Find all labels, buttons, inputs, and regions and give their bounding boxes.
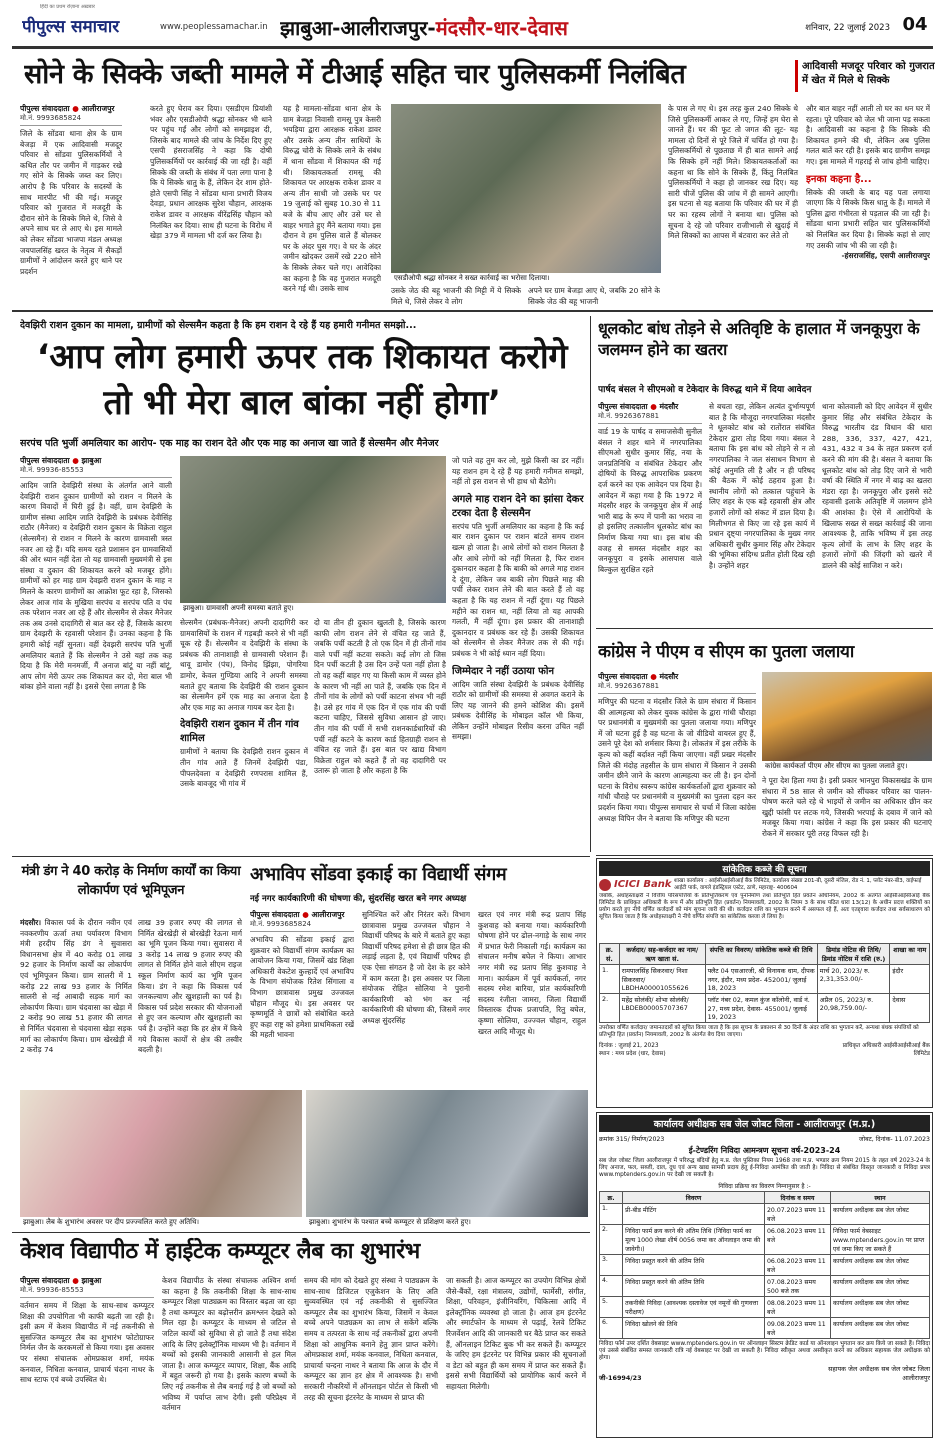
story2-deck: सरपंच पति भुर्जी अमलियार का आरोप- एक माह का राशन देते और एक माह का अनाज खा जाते हैं सेल्समैन और मैनेजर bbox=[20, 438, 439, 449]
tender-cell: 07.08.2023 समय 500 बजे तक bbox=[764, 1275, 830, 1296]
story4-tel: मो.नं. 9926367881 bbox=[598, 682, 756, 694]
tender-cell: 06.08.2023 समय 11 बजे bbox=[764, 1254, 830, 1275]
tender-cell: निविदा खोलने की तिथि bbox=[623, 1317, 765, 1338]
story2-sub2: अगले माह राशन देने का झांसा देकर टरका देता है सेल्समैन bbox=[452, 493, 584, 519]
tender-footer: निविदा फॉर्म उपर दर्शित वेबसाइट www.mptenders.gov.in पर ऑनलाइन सिस्टम क्रेडिट कार्ड या ऑनलाइन भुगतान कर क्रय किये जा सकते हैं। निविदा एवं उससे संबंधित समस्त जानकारी रात्रि नई वेबसाइट पर देखी जा सकती है। निविदा स्वीकृत अथवा अस्वीकृत करने का अधिकार सहायक जेल अधीक्षक को होगा। bbox=[599, 1340, 930, 1362]
story1-subhead: इनका कहना है... bbox=[806, 173, 872, 185]
story1-text-col8: और बात बाहर नहीं आती तो घर का धन घर में रहता। पूरे परिवार को जेल भी जाना पड़ सकता है। आदिवासी का कहना है कि सिक्के की शिकायत हमने की थी, लेकिन अब पुलिस गलत बातें कर रही है। इसके बाद ग्रामीण समझ गए। इस मामले में गहराई से जांच होनी चाहिए। bbox=[806, 104, 930, 166]
issue-date: शनिवार, 22 जुलाई 2023 bbox=[805, 23, 890, 33]
table-row bbox=[600, 994, 930, 1023]
story7-place: झाबुआ bbox=[81, 1276, 102, 1285]
story2-place: झाबुआ bbox=[81, 456, 102, 465]
story1-rule bbox=[12, 310, 933, 312]
story1-byline: पीपुल्स संवाददाता bbox=[20, 104, 70, 113]
story4-col1: पीपुल्स संवाददाता ● मंदसौर मो.नं. 9926367881 मणिपुर की घटना व मंदसौर जिले के ग्राम संधारा में किसान की आत्महत्या को लेकर युवक कांग्रेस के द्वारा गांधी चौराहा पर प्रधानमंत्री व मुख्यमंत्री का पुतला जलाया गया। मणिपुर में जो घटना हुई है वह घटना के जो वीडियो वायरल हुए हैं, उसने पूरे देश को शर्मसार किया है। लोकतंत्र में इस तरीके के कृत्य को कहीं बर्दाश्त नहीं किया जाएगा। वहीं प्रखर मंदसौर जिले की मंदोह तहसील के ग्राम संधारा में किसान ने उसकी जमीन छीने जाने के कारण आत्महत्या कर ली है। इन दोनों घटना के विरोध स्वरूप कांग्रेस कार्यकर्ताओं द्वारा शुक्रवार को गांधी चौराहे पर प्रधानमंत्री व मुख्यमंत्री का पुतला दहन कर प्रदर्शन किया गया। पीपुल्स समाचार से चर्चा में जिला कांग्रेस अध्यक्ष विपिन जैन ने बताया कि मणिपुर की घटना bbox=[598, 672, 756, 823]
story1-text-col6: अपने घर ग्राम बेजड़ा आए थे, जबकि 20 सोने के सिक्के जेठ की बहू भाजनी bbox=[528, 286, 660, 306]
tender-cell: कार्यालय अधीक्षक सब जेल जोबट bbox=[830, 1317, 929, 1338]
story4-rule bbox=[596, 855, 933, 856]
tender-cell: 5. bbox=[600, 1296, 623, 1317]
edition-title bbox=[280, 14, 700, 42]
tender-th: स्थान bbox=[830, 1191, 929, 1203]
newspaper-logo: पीपुल्स समाचार bbox=[22, 17, 120, 37]
tender-cell: कार्यालय अधीक्षक सब जेल जोबट bbox=[830, 1203, 929, 1224]
masthead bbox=[0, 0, 945, 52]
story3-byline: पीपुल्स संवाददाता bbox=[598, 402, 648, 411]
story6-photo-caption: झाबुआ। शुभारंभ के पश्चात बच्चे कम्प्यूटर से प्रशिक्षण करते हुए। bbox=[306, 1217, 588, 1228]
story2-text-col1: आदिम जाति देवझिरी संस्था के अंतर्गत आने वाली देवझिरी राशन दुकान ग्रामीणों को राशन न मिलने के कारण विवादों में घिरी हुई है। वहीं, ग्राम देवझिरी के ग्रामीण संस्था आदिम जाति देवझिरी के प्रबंधक देवीसिंह राठौर (मैनेजर) व देवझिरी राशन दुकान के विक्रेता राहुल (सेल्समैन) से राशन न मिलने के कारण ग्रामवासी त्रस्त नजर आ रहे हैं। यदि समय रहते प्रशासन इन ग्रामवासियों की ओर ध्यान नहीं देता तो यह ग्रामवासी मुख्यमंत्री से इस संस्था व दुकान की शिकायत करने को मजबूर होंगे। ग्रामीणों को हर माह ग्राम देवझरी राशन दुकान के माह न मिलने के कारण ग्रामीणों का आक्रोश फूट रहा है, जिसको लेकर आज गांव के मुखिया सरपंच व सरपंच पति व पंच तक परेशान नजर आ रहे हैं और सेल्समैन से लेकर मैनेजर तक अब उनसे दादागिरी से बात कर रहे हैं, जिसके कारण ग्राम देवझरी के रहवासी परेशान हैं। उनका कहना है कि हमारी कोई नहीं सुनता। वहीं देवझरी सरपंच पति भुर्जी अमलियार बताते हैं कि सेल्समैन ने उसे यहां तक कह दिया है कि मेरी मनमर्जी, मैं अनाज बांटूं या नहीं बांटूं, आप लोग मेरी ऊपर तक शिकायत कर दो, मेरा बाल भी बांका होने वाला नहीं है। इससे ऐसा लगता है कि bbox=[20, 481, 172, 692]
tender-schedule-title: निविदा प्रक्रिया का विवरण निम्नानुसार है :- bbox=[718, 1182, 811, 1190]
tender-th: क्र. bbox=[600, 1191, 623, 1203]
site-url[interactable]: www.peoplessamachar.in bbox=[160, 22, 268, 32]
story1-sign: -हंसराजसिंह, एसपी आलीराजपुर bbox=[841, 251, 930, 261]
tender-table bbox=[599, 1191, 930, 1339]
table-row bbox=[600, 1224, 930, 1254]
table-row bbox=[600, 1317, 930, 1338]
story7-byline: पीपुल्स संवाददाता bbox=[20, 1276, 70, 1285]
story2-text-col2b: ग्रामीणों ने बताया कि देवझिरी राशन दुकान में तीन गांव आते हैं जिनमें देवझिरी पंडा, पीपलदेवला व देवझिरी रणपरास शामिल हैं, उसके बावजूद भी गांव में bbox=[180, 747, 308, 789]
notice-th: कर्जदार/ सह-कर्जदार का नाम/ ऋण खाता सं. bbox=[619, 944, 705, 965]
table-row bbox=[600, 965, 930, 994]
notice-cell: देवास bbox=[890, 994, 930, 1023]
story5-col1 bbox=[20, 918, 132, 1086]
notice-cell: मार्च 20, 2023/ रु. 2,31,353.00/- bbox=[817, 965, 890, 994]
tender-cell: 1. bbox=[600, 1203, 623, 1224]
story3-rule bbox=[596, 628, 933, 629]
story1-place: आलीराजपुर bbox=[81, 104, 115, 113]
story4-byline: पीपुल्स संवाददाता bbox=[598, 672, 648, 681]
story2-headline: ‘आप लोग हमारी ऊपर तक शिकायत करोगे तो भी मेरा बाल बांका नहीं होगा’ bbox=[36, 337, 568, 423]
tender-notice bbox=[596, 1112, 933, 1438]
notice-cell: फ्लैट 04 एसआरजी, श्री विनायक धाम, दीपक नगर, इंदौर, मध्य प्रदेश- 452001/ जुलाई 18, 2023 bbox=[705, 965, 817, 994]
story1-tel: मो.नं. 9993685824 bbox=[20, 114, 122, 126]
notice-bank: ICICI Bank bbox=[614, 879, 672, 890]
story2-photo bbox=[180, 456, 446, 614]
tender-notice-title: ई-टेण्डरिंग निविदा आमन्त्रण सूचना वर्ष-2023-24 bbox=[688, 1146, 841, 1155]
story1-headline: सोने के सिक्के जब्ती मामले में टीआई सहित चार पुलिसकर्मी निलंबित bbox=[24, 59, 686, 90]
notice-date: दिनांक : जुलाई 21, 2023 bbox=[599, 1043, 659, 1049]
story3-col1: पीपुल्स संवाददाता ● मंदसौर मो.नं. 9926367881 वार्ड 19 के पार्षद व समाजसेवी सुनील बंसल ने शहर थाने में नगरपालिका सीएमओ सुधीर कुमार सिंह, नया के जनप्रतिनिधि व संबंधित टेकेदार और दोषियों के विरुद्ध आपराधिक प्रकरण दर्ज करने का एक आवेदन पत्र दिया है। आवेदन में कहा गया है कि 1972 में मंदसौर शहर के जनकूपुरा क्षेत्र में आई भारी बाढ़ के रूप में पानी का भराव ना हो इसलिए तत्कालीन धूलकोट बांध का निर्माण किया गया था। इस बांध की वजह से समस्त मंदसौर शहर का जनकूपुरा व इसके आसपास वाले बिल्कुल सुरक्षित रहते bbox=[598, 402, 702, 574]
story6-text-col1: अभाविप की सोंडवा इकाई द्वारा शुक्रवार को विद्यार्थी संगम कार्यक्रम का आयोजन किया गया, जिसमें खंड शिक्षा अधिकारी वेकटेश कुल्हार्दे एवं अभाविप के विभाग संयोजक रितेश सिंगाला व विभाग छात्रावास प्रमुख उज्जवल चौहान मौजूद थे। इस अवसर पर कृष्णमूर्ति ने छात्रों को संबोधित करते हुए कहा राष्ट्र को हमेशा प्राथमिकता रखें की महती भावना bbox=[250, 935, 354, 1040]
tender-cell: 4. bbox=[600, 1275, 623, 1296]
tender-ref: क्रमांक 315/ निर्माण/2023 bbox=[599, 1136, 665, 1143]
story7-text-col3: समय की मांग को देखते हुए संस्था ने पाठ्यक्रम के साथ-साथ डिजिटल एजुकेशन के लिए अति सुव्यवस्थित एवं नई तकनीकी से सुसज्जित कम्प्यूटर लैब का शुभारंभ किया, जिसमें न केवल बच्चे अपने पाठ्यक्रम का लाभ ले सकेंगे बल्कि समय व तत्परता के साथ नई तकनीकों द्वारा अपनी शिक्षा को आधुनिक बनाने हेतु ज्ञान प्राप्त करेंगे। ओमप्रकाश शर्मा, मयंक कनवाल, निधिता कनवाल, प्राचार्या चन्दना नाथर ने बताया कि आज के दौर में कम्प्यूटर का ज्ञान हर क्षेत्र में आवश्यक है। सभी सरकारी नौकरियों में ऑनलाइन पोर्टल से किसी भी तरह की सूचना इंटरनेट के माध्यम से प्राप्त की bbox=[304, 1276, 438, 1402]
story4-headline: कांग्रेस ने पीएम व सीएम का पुतला जलाया bbox=[598, 642, 854, 662]
story2-col1: पीपुल्स संवाददाता ● झाबुआ मो.नं. 99936-85553 आदिम जाति देवझिरी संस्था के अंतर्गत आने वाली देवझिरी राशन दुकान ग्रामीणों को राशन न मिलने के कारण विवादों में घिरी हुई है। वहीं, ग्राम देवझिरी के ग्रामीण संस्था आदिम जाति देवझिरी के प्रबंधक देवीसिंह राठौर (मैनेजर) व देवझिरी राशन दुकान के विक्रेता राहुल (सेल्समैन) से राशन न मिलने के कारण ग्रामवासी त्रस्त नजर आ रहे हैं। यदि समय रहते प्रशासन इन ग्रामवासियों की ओर ध्यान नहीं देता तो यह ग्रामवासी मुख्यमंत्री से इस संस्था व दुकान की शिकायत करने को मजबूर होंगे। ग्रामीणों को हर माह ग्राम देवझरी राशन दुकान के माह न मिलने के कारण ग्रामीणों का आक्रोश फूट रहा है, जिसको लेकर आज गांव के मुखिया सरपंच व सरपंच पति व पंच तक परेशान नजर आ रहे हैं और सेल्समैन से लेकर मैनेजर तक अब उनसे दादागिरी से बात कर रहे हैं, जिसके कारण ग्राम देवझरी के रहवासी परेशान हैं। उनका कहना है कि हमारी कोई नहीं सुनता। वहीं देवझरी सरपंच पति भुर्जी अमलियार बताते हैं कि सेल्समैन ने उसे यहां तक कह दिया है कि मेरी मनमर्जी, मैं अनाज बांटूं या नहीं बांटूं, आप लोग मेरी ऊपर तक शिकायत कर दो, मेरा बाल भी बांका होने वाला नहीं है। इससे ऐसा लगता है कि bbox=[20, 456, 172, 692]
icici-notice bbox=[596, 858, 933, 1108]
tender-cell: 6. bbox=[600, 1317, 623, 1338]
story3-text-col1: वार्ड 19 के पार्षद व समाजसेवी सुनील बंसल ने शहर थाने में नगरपालिका सीएमओ सुधीर कुमार सिंह, नया के जनप्रतिनिधि व संबंधित टेकेदार और दोषियों के विरुद्ध आपराधिक प्रकरण दर्ज करने का एक आवेदन पत्र दिया है। आवेदन में कहा गया है कि 1972 में मंदसौर शहर के जनकूपुरा क्षेत्र में आई भारी बाढ़ के रूप में पानी का भराव ना हो इसलिए तत्कालीन धूलकोट बांध का निर्माण किया गया था। इस बांध की वजह से समस्त मंदसौर शहर का जनकूपुरा व इसके आसपास वाले बिल्कुल सुरक्षित रहते bbox=[598, 427, 702, 574]
tender-cell: कार्यालय अधीक्षक सब जेल जोबट bbox=[830, 1296, 929, 1317]
tender-title: कार्यालय अधीक्षक सब जेल जोबट जिला - आलीराजपुर (म.प्र.) bbox=[599, 1115, 930, 1132]
notice-th: संपत्ति का विवरण/ सांकेतिक कब्जे की तिथि bbox=[705, 944, 817, 965]
tender-cell: कार्यालय अधीक्षक सब जेल जोबट bbox=[830, 1254, 929, 1275]
story1-photo-caption: एसडीओपी श्रद्धा सोनकर ने सख्त कार्रवाई का भरोसा दिलाया। bbox=[391, 273, 661, 284]
edition-title-a: झाबुआ-आलीराजपुर- bbox=[280, 16, 436, 40]
notice-th: क्र. सं. bbox=[600, 944, 620, 965]
story2-photo-caption: झाबुआ। ग्रामवासी अपनी समस्या बताते हुए। bbox=[180, 603, 446, 614]
story2-text-col3: दो या तीन ही दुकान खुलती है, जिसके कारण काफी लोग राशन लेने से वंचित रह जाते हैं, जबकि पर्ची कटती है तो एक दिन में ही तीनों गांव वाले पर्ची नहीं कटवा सकते। कई लोग तो जिस दिन पर्ची कटती है उस दिन उन्हें पता नहीं होता है तो वह कहीं बाहर गए या किसी काम में व्यस्त होने के कारण भी नहीं आ पाते हैं, जबकि एक दिन में तीनों गांव के लोगों को पर्ची काटना संभव भी नहीं है। उसे हर गांव में एक दिन में एक गांव की पर्ची कटना चाहिए, जिससे सुविधा आसान हो जाए। तीन गांव की पर्ची में सभी राशनकार्डधारियों की पर्ची नहीं कटने के कारण कार्ड हितग्राही राशन से वंचित रह जाते हैं। इस बात पर खाद्य विभाग विक्रेता राहुल को कहते हैं तो वह दादागिरी पर उतारू हो जाता है और कहता है कि bbox=[314, 618, 446, 776]
story6-headline: अभाविप सोंडवा इकाई का विद्यार्थी संगम bbox=[250, 864, 507, 885]
story5-headline: मंत्री डंग ने 40 करोड़ के निर्माण कार्यों का किया लोकार्पण एवं भूमिपूजन bbox=[21, 864, 241, 898]
story5-dateline: मंदसौर। bbox=[20, 918, 42, 927]
story5-text-col2: लाख 39 हजार रुपए की लागत से निर्मित खेरखेड़ी से बोरखेड़ी रेऊना मार्ग का भूमि पूजन किया गया। सुवासरा में 3 करोड़ 14 लाख 9 हजार रुपए की लागत से निर्मित होने वाले सीएम राइज स्कूल निर्माण कार्य का भूमि पूजन किया। डंग ने कहा कि विकास पर्व जनकल्याण और खुशहाली का पर्व है। विकास पर्व प्रदेश सरकार की योजनाओं से हुए जन कल्याण और खुशहाली का पर्व है। उन्होंने कहा कि हर क्षेत्र में किये गये विकास कार्यों से क्षेत्र की तस्वीर बदली है। bbox=[138, 918, 242, 1055]
story6-text-col2: सुनिश्चित करें और निरंतर करें। विभाग छात्रावास प्रमुख उज्जवल चौहान ने विद्यार्थी परिषद के बारे में बताते हुए कहा विद्यार्थी परिषद हमेशा से ही छात्र हित की लड़ाई लड़ता है, एवं विद्यार्थी परिषद ही एक ऐसा संगठन है जो देश के हर कोने में काम करता है। इस अवसर पर जिला संयोजक रोहित सोलिया ने पुरानी कार्यकारिणी को भंग कर नई कार्यकारिणी की घोषणा की, जिसमें नगर अध्यक्ष सुंदरसिंह bbox=[362, 910, 470, 1025]
story2-vrule bbox=[590, 316, 591, 852]
tender-cell: कार्यालय अधीक्षक सब जेल जोबट bbox=[830, 1275, 929, 1296]
tender-cell: निविदा फार्म क्रय करने की अंतिम तिथि (निविदा फार्म का मूल्य 1000 लेखा शीर्ष 0056 जमा कर ऑनलाइन जमा की जावेगी।) bbox=[623, 1224, 765, 1254]
story1-col1: पीपुल्स संवाददाता ● आलीराजपुर मो.नं. 9993685824 जिले के सोंडवा थाना क्षेत्र के ग्राम बेजड़ा में एक आदिवासी मजदूर परिवार से सोंडवा पुलिसकर्मियों ने कथित तौर पर जमीन में गाड़कर रखे गए सोने के सिक्के जब्त कर लिए। आरोप है कि परिवार के सदस्यों के साथ मारपीट भी की गई। मजदूर परिवार को गुजरात में मजदूरी के दौरान सोने के सिक्के मिले थे, जिसे वे अपने साथ घर ले आए थे। इस मामले को लेकर सोंडवा भाजपा मंडल अध्यक्ष जयपालसिंह खरत के नेतृत्व में सैकड़ों ग्रामीणों ने आंदोलन करते हुए थाने पर प्रदर्शन bbox=[20, 104, 122, 276]
story2-bottom-rule bbox=[12, 856, 590, 857]
tender-body: सब जेल जोबट जिला आलीराजपुर में परिरुद्ध बंदियों हेतु म.प्र. जेल पुस्तिका नियम 1968 तथा म.प्र. भण्डार क्रय नियम 2015 के तहत वर्ष 2023-24 के लिए अनाज, फल, सब्जी, दाल, दूध एवं अन्य खाद्य सामग्री प्रदाय हेतु ई-निविदा आमंत्रित की जाती है। निविदा से संबंधित विस्तृत जानकारी व निविदा प्रपत्र www.mptenders.gov.in पर देखी जा सकती है। bbox=[599, 1158, 930, 1179]
tender-code: जी-16994/23 bbox=[599, 1374, 642, 1383]
story7-col1: पीपुल्स संवाददाता ● झाबुआ मो.नं. 99936-85553 वर्तमान समय में शिक्षा के साथ-साथ कम्प्यूटर शिक्षा की उपयोगिता भी काफी बढ़ती जा रही है। इसी क्रम में केशव विद्यापीठ में नई तकनीकी से सुसज्जित कम्प्यूटर लैब का शुभारंभ फोटोग्राफर निर्मल जैन के करकमलों से किया गया। इस अवसर पर संस्था संचालक ओमप्रकाश शर्मा, मयंक कनवाल, निधिता कनवाल, प्राचार्य चंदना नाथर के साथ स्टाफ एवं बच्चे उपस्थित थे। bbox=[20, 1276, 154, 1385]
story2-byline: पीपुल्स संवाददाता bbox=[20, 456, 70, 465]
tender-cell: 08.08.2023 समय 11 बजे bbox=[764, 1296, 830, 1317]
notice-cell: रामपालसिंह सिकरवार/ निशा सिकरवार/ LBDHA00001055626 bbox=[619, 965, 705, 994]
table-row bbox=[600, 1254, 930, 1275]
story7-text-col1: वर्तमान समय में शिक्षा के साथ-साथ कम्प्यूटर शिक्षा की उपयोगिता भी काफी बढ़ती जा रही है। इसी क्रम में केशव विद्यापीठ में नई तकनीकी से सुसज्जित कम्प्यूटर लैब का शुभारंभ फोटोग्राफर निर्मल जैन के करकमलों से किया गया। इस अवसर पर संस्था संचालक ओमप्रकाश शर्मा, मयंक कनवाल, निधिता कनवाल, प्राचार्य चंदना नाथर के साथ स्टाफ एवं बच्चे उपस्थित थे। bbox=[20, 1301, 154, 1385]
story3-text-col3: थाना कोतवाली को दिए आवेदन में सुधीर कुमार सिंह और संबंधित टेकेदार के विरुद्ध भारतीय दंड विधान की धारा 288, 336, 337, 427, 421, 431, 432 व 34 के तहत प्रकरण दर्ज करने की मांग की है। बंसल ने बताया कि धूलकोट बांध को तोड़ दिए जाने से भारी वर्षा की स्थिति में नगर में बाढ़ का खतरा मंडरा रहा है। जनकूपुरा और इससे सटे रहवासी इलाके अतिवृष्टि में जलमग्न होने की आशंका है। ऐसे में आरोपियों के खिलाफ सख्त से सख्त कार्रवाई की जाना आवश्यक है, ताकि भविष्य में इस तरह कृत्य लोगों के लाभ के लिए शहर के हजारों लोगों की जिंदगी को खतरे में डालने की कोई साजिश न करे। bbox=[822, 402, 932, 570]
page-number: 04 bbox=[902, 14, 928, 35]
table-row bbox=[600, 1275, 930, 1296]
masthead-rule bbox=[12, 46, 933, 49]
notice-cell: प्लॉट नंबर 02, कमल कुंज कॉलोनी, वार्ड नं. 27, मध्य प्रदेश, देवास- 455001/ जुलाई 19, 2023 bbox=[705, 994, 817, 1023]
tender-th: विवरण bbox=[623, 1191, 765, 1203]
story6-photo bbox=[306, 1090, 588, 1228]
notice-place: स्थान : मध्य प्रदेश (धार, देवास) bbox=[599, 1051, 666, 1057]
story1-text-col1: जिले के सोंडवा थाना क्षेत्र के ग्राम बेजड़ा में एक आदिवासी मजदूर परिवार से सोंडवा पुलिसकर्मियों ने कथित तौर पर जमीन में गाड़कर रखे गए सोने के सिक्के जब्त कर लिए। आरोप है कि परिवार के सदस्यों के साथ मारपीट भी की गई। मजदूर परिवार को गुजरात में मजदूरी के दौरान सोने के सिक्के मिले थे, जिसे वे अपने साथ घर ले आए थे। इस मामले को लेकर सोंडवा भाजपा मंडल अध्यक्ष जयपालसिंह खरत के नेतृत्व में सैकड़ों ग्रामीणों ने आंदोलन करते हुए थाने पर प्रदर्शन bbox=[20, 129, 122, 276]
tender-th: दिनांक व समय bbox=[764, 1191, 830, 1203]
story2-kicker: देवझिरी राशन दुकान का मामला, ग्रामीणों को सेल्समैन कहता है कि हम राशन दे रहे हैं यह हमारी गनीमत समझो... bbox=[20, 320, 417, 331]
story3-text-col2: से बचता रहा, लेकिन अत्यंत दुर्भाग्यपूर्ण बात है कि मौजूदा नगरपालिका मंदसौर ने धूलकोट बांध को रातोंरात संबंधित टेकेदार द्वारा तोड़ दिया गया। बंसल ने बताया कि इस बांध को तोड़ने से न तो नगरपालिका ने जल संसाधन विभाग से कोई अनुमति ली है और न ही परिषद की बैठक में कोई ठहराव हुआ है। स्थानीय लोगों को तत्काल पहुंचाने के लिए शहर के एक बड़े रहवासी क्षेत्र और हजारों लोगों को संकट में डाल दिया है। मिलीभगत से किए जा रहे इस कार्य में प्रधान दृष्ट्या नगरपालिका के मुख्य नगर अधिकारी सुधीर कुमार सिंह और टेकेदार की भूमिका संदिग्ध प्रतीत होती दिख रही है। उन्होंने शहर bbox=[709, 402, 815, 570]
story6-deck: नई नगर कार्यकारिणी की घोषणा की, सुंदरसिंह खरत बने नगर अध्यक्ष bbox=[250, 894, 467, 904]
story1-text-col5: उसके जेठ की बहू भाजनी की मिट्टी में ये सिक्के मिले थे, जिसे लेकर वे लोग bbox=[391, 286, 521, 306]
story1-photo bbox=[391, 104, 661, 284]
notice-cell: अप्रैल 05, 2023/ रु. 20,98,759.00/- bbox=[817, 994, 890, 1023]
story5-photo-caption: झाबुआ। लैब के शुभारंभ अवसर पर दीप प्रज्ज्वलित करते हुए अतिथि। bbox=[20, 1217, 302, 1228]
edition-title-b: मंदसौर-धार-देवास bbox=[435, 16, 568, 40]
story6-tel: मो.नं. 9993685824 bbox=[250, 920, 354, 932]
story6-col1: पीपुल्स संवाददाता ● आलीराजपुर मो.नं. 9993685824 अभाविप की सोंडवा इकाई द्वारा शुक्रवार को विद्यार्थी संगम कार्यक्रम का आयोजन किया गया, जिसमें खंड शिक्षा अधिकारी वेकटेश कुल्हार्दे एवं अभाविप के विभाग संयोजक रितेश सिंगाला व विभाग छात्रावास प्रमुख उज्जवल चौहान मौजूद थे। इस अवसर पर कृष्णमूर्ति ने छात्रों को संबोधित करते हुए कहा राष्ट्र को हमेशा प्राथमिकता रखें की महती भावना bbox=[250, 910, 354, 1040]
notice-cell: 2. bbox=[600, 994, 620, 1023]
story1-col8 bbox=[806, 104, 930, 304]
notice-table bbox=[599, 943, 930, 1023]
tender-cell: 09.08.2023 समय 11 बजे bbox=[764, 1317, 830, 1338]
story1-text-col8b: सिक्के की जब्ती के बाद यह पता लगाया जाएगा कि ये सिक्के किस धातु के हैं। मामले में पुलिस द्वारा गंभीरता से पड़ताल की जा रही है। सोंडवा थाना प्रभारी सहित चार पुलिसकर्मियों को निलंबित कर दिया है। सिक्के कहां से लाए गए उसकी जांच भी की जा रही है। bbox=[806, 187, 930, 250]
story1-text-col3: यह है मामला-सोंडवा थाना क्षेत्र के ग्राम बेजड़ा निवासी रामसू पुत्र केसरी भयड़िया द्वारा आरक्षक राकेश डावर और उसके अन्य तीन साथियों के विरुद्ध चोरी के सिक्के लाने के संबंध में थाना सोंडवा में शिकायत की गई थी। शिकायतकर्ता रामसू की शिकायत पर आरक्षक राकेश डावर व अन्य तीन साथी जो उसके घर पर 19 जुलाई को सुबह 10.30 से 11 बजे के बीच आए और उसे घर से बाहर भगाते हुए मैंने बताया गया। इस दौरान वे हम पुलिस वाले हैं बोलकर घर के अंदर घुस गए। वे घर के अंदर जमीन खोदकर उसमें रखे 220 सोने के सिक्के लेकर चले गए। आवेदिका का कहना है कि वह गुजरात मजदूरी करने गई थी। उसके साथ bbox=[283, 104, 381, 294]
story4-photo bbox=[762, 672, 932, 772]
story2-tel: मो.नं. 99936-85553 bbox=[20, 466, 172, 478]
tender-cell: तकनीकी निविदा (आवश्यक दस्तावेज एवं नमूनों की गुणवत्ता परीक्षण) bbox=[623, 1296, 765, 1317]
story7-tel: मो.नं. 99936-85553 bbox=[20, 1286, 154, 1298]
story2-col4 bbox=[452, 456, 584, 851]
tender-cell: निविदा प्रस्तुत करने की अंतिम तिथि bbox=[623, 1254, 765, 1275]
notice-cell: इंदौर bbox=[890, 965, 930, 994]
icici-logo-icon bbox=[599, 879, 611, 891]
table-row bbox=[600, 1296, 930, 1317]
story7-headline: केशव विद्यापीठ में हाईटेक कम्प्यूटर लैब का शुभारंभ bbox=[20, 1239, 420, 1264]
tender-cell: 2. bbox=[600, 1224, 623, 1254]
story6-place: आलीराजपुर bbox=[311, 910, 345, 919]
story2-text-col4c: आदिम जाति संस्था देवझिरी के प्रबंधक देवीसिंह राठौर को ग्रामीणों की समस्या से अवगत कराने के लिए यह जानने की हमने कोशिश की। इसमें प्रबंधक देवीसिंह के मोबाइल कॉल भी किया, लेकिन उन्होंने मोबाइल रिसीव करना उचित नहीं समझा। bbox=[452, 679, 584, 742]
story4-photo-caption: कांग्रेस कार्यकर्ता पीएम और सीएम का पुतला जलाते हुए। bbox=[762, 761, 932, 772]
story1-text-col2: करते हुए घेराव कर दिया। एसडीएम प्रियांशी भंवर और एसडीओपी श्रद्धा सोनकर भी थाने पर पहुंच गईं और लोगों को समझाइश दी, जिसके बाद मामले की जांच के निर्देश दिए हुए एसपी हंसराजसिंह ने कहा कि दोषी पुलिसकर्मियों पर कार्रवाई की जा रही है। वहीं सिक्के की जब्ती के संबंध में पता लगा पाना है कि ये सिक्के धातु के हैं, लेकिन देर शाम होते-होते एसपी सिंह ने सोंडवा थाना प्रभारी विजय देवड़ा, प्रधान आरक्षक सुरेश चौहान, आरक्षक राकेश डावर व आरक्षक वीरेंद्रसिंह चौहान को निलंबित कर दिया। साथ ही घटना के विरोध में खेड़ा 379 में मामला भी दर्ज कर लिया है। bbox=[150, 104, 272, 241]
story4-text-col2: ने पूरा देश हिला गया है। इसी प्रकार भानपुरा विकासखंड के ग्राम संधारा में 58 साल से जमीन को सींचकर परिवार का पालन-पोषण करते चले रहे थे भाइयों से जमीन का अधिकार छीन कर खुद्दी फांसी पर लटक गये, जिसकी भरपाई के दबाव में जाने को मजबूर किया गया। कांग्रेस ने कहा कि इस प्रकार की घटनाएं रोकने में सरकार पूरी तरह विफल रही है। bbox=[762, 776, 932, 838]
story6-text-col3: खरत एवं नगर मंत्री रूद्र प्रताप सिंह कुशवाह को बनाया गया। कार्यकारिणी घोषणा होने पर ढोल-नगाड़े के साथ नगर में प्रभात फेरी निकाली गई। कार्यक्रम का संचालन मनीष बघेल ने किया। आभार नगर मंत्री रुद्र प्रताप सिंह कुशवाह ने माना। कार्यक्रम में पूर्व कार्यकर्ता, नगर सदस्य रमेश बारिया, प्रांत कार्यकारिणी सदस्य रंजीता जामरा, जिला विद्यार्थी विस्तारक दीपक प्रजापति, रितु बघेल, कृष्णा सोलिया, उज्ज्वल चौहान, राहुल खरत आदि मौजूद थे। bbox=[478, 910, 586, 1036]
notice-signatory: प्राधिकृत अधिकारी आईसीआईसीआई बैंक लिमिटेड bbox=[842, 1043, 930, 1057]
story6-byline: पीपुल्स संवाददाता bbox=[250, 910, 300, 919]
story2-text-col4: जो पाते वह तुम कर लो, मुझे किसी का डर नहीं। यह राशन हम दे रहे हैं यह हमारी गनीमत समझो, नहीं तो इस राशन से भी हाथ धो बैठोगे। bbox=[452, 456, 584, 487]
story7-text-col2: केशव विद्यापीठ के संस्था संचालक अश्विन शर्मा का कहना है कि तकनीकी शिक्षा के साथ-साथ कम्प्यूटर शिक्षा पाठ्यक्रम का विस्तार बढ़ता जा रहा है तथा कम्प्यूटर का बढ़ोत्तरीन क्रमश्लन देखते को मिल रहा है। कम्प्यूटर के माध्यम से जटिल से जटिल कार्यों को सुविधा से हो जाते हैं तथा संदेश आदि के लिए इलेक्ट्रॉनिक माध्यम भी है। वर्तमान में बच्चों को इसकी जानकारी आसानी से हल मिल जाता है। आज कम्प्यूटर व्यापार, शिक्षा, बैंक आदि में बहुत जरूरी हो गया है। इसके कारण बच्चों के लिए नई तकनीक से लैब बनाई गई है जो बच्चों को भविष्य में पर्याप्त लाभ देगी। इसी परिप्रेक्ष्य में वर्तमान bbox=[162, 1276, 296, 1413]
notice-th: डिमांड नोटिस की तिथि/ डिमांड नोटिस में राशि (रु.) bbox=[817, 944, 890, 965]
story2-text-col2: सेल्समैन (प्रबंधक-मैनेजर) अपनी दादागिरी कर ग्रामवासियों के राशन में गड़बड़ी करने से भी नहीं चूक रहे हैं। सेल्समैन व देवझिरी के संस्था के प्रबंधक की तानाशाही से ग्रामवासी परेशान हैं। थावू डामोर (पंच), विनोद झिंझा, पोगरिया डामोर, केवल गुण्डिया आदि ने अपनी समस्या बताते हुए बताया कि देवझिरी की राशन दुकान का सेल्समैन हमें एक माह का अनाज देता है और एक माह का अनाज गायब कर देता है। bbox=[180, 618, 308, 712]
story4-text-col1: मणिपुर की घटना व मंदसौर जिले के ग्राम संधारा में किसान की आत्महत्या को लेकर युवक कांग्रेस के द्वारा गांधी चौराहा पर प्रधानमंत्री व मुख्यमंत्री का पुतला जलाया गया। मणिपुर में जो घटना हुई है वह घटना के जो वीडियो वायरल हुए हैं, उसने पूरे देश को शर्मसार किया है। लोकतंत्र में इस तरीके के कृत्य को कहीं बर्दाश्त नहीं किया जाएगा। वहीं प्रखर मंदसौर जिले की मंदोह तहसील के ग्राम संधारा में किसान ने उसकी जमीन छीने जाने के कारण आत्महत्या कर ली है। इन दोनों घटना के विरोध स्वरूप कांग्रेस कार्यकर्ताओं द्वारा शुक्रवार को गांधी चौराहे पर प्रधानमंत्री व मुख्यमंत्री का पुतला दहन कर प्रदर्शन किया गया। पीपुल्स समाचार से चर्चा में जिला कांग्रेस अध्यक्ष विपिन जैन ने बताया कि मणिपुर की घटना bbox=[598, 697, 756, 823]
notice-title: सांकेतिक कब्जे की सूचना bbox=[599, 861, 930, 876]
logo-tagline: हिंदी का प्रथम रोज़ाना अख़बार bbox=[40, 4, 95, 10]
notice-cell: महेंद्र सोलंकी/ शोभा सोलंकी/ LBDEB00005707367 bbox=[619, 994, 705, 1023]
story2-sub3: जिम्मेदार ने नहीं उठाया फोन bbox=[452, 665, 555, 677]
story5-photo bbox=[20, 1090, 302, 1228]
story2-sub1: देवझिरी राशन दुकान में तीन गांव शामिल bbox=[180, 719, 299, 745]
notice-branch: शाखा कार्यालय : आईसीआईसीआई बैंक लिमिटेड, कार्यालय संख्या 201-बी, दूसरी मंजिल, रोड नं. 1, प्लॉट नंबर-बी3, वाईफाई आईटी पार्क, वागले इंडस्ट्रियल एस्टेट, ठाणे, महाराष्ट्र- 400604 bbox=[674, 878, 922, 891]
notice-footer: उपरोक्त वर्णित कर्जदार/ जमानतदारों को सूचित किया जाता है कि इस सूचना के प्रकाशन से 30 दिनों के अंदर राशि का भुगतान करें, अन्यथा बंधक संपत्तियों को प्रतिभूति हित (प्रवर्तन) नियमावली, 2002 के अंतर्गत बेच दिया जाएगा। bbox=[599, 1025, 919, 1038]
story3-deck: पार्षद बंसल ने सीएमओ व टेकेदार के विरुद्ध थाने में दिया आवेदन bbox=[598, 385, 812, 395]
tender-cell: 3. bbox=[600, 1254, 623, 1275]
story1-side-head: आदिवासी मजदूर परिवार को गुजरात में खेत में मिले थे सिक्के bbox=[795, 60, 935, 92]
story6-rule bbox=[12, 1232, 590, 1233]
tender-ref-date: जोबट, दिनांक- 11.07.2023 bbox=[858, 1136, 930, 1143]
tender-signatory: सहायक जेल अधीक्षक सब जेल जोबट जिला आलीराजपुर bbox=[828, 1365, 930, 1383]
tender-cell: प्री-बीड मीटिंग bbox=[623, 1203, 765, 1224]
notice-cell: 1. bbox=[600, 965, 620, 994]
story3-headline: धूलकोट बांध तोड़ने से अतिवृष्टि के हालात में जनकूपुरा के जलमग्न होने का खतरा bbox=[598, 319, 920, 359]
story2-text-col4b: सरपंच पति भुर्जी अमलियार का कहना है कि कई बार राशन दुकान पर राशन बांटते समय राशन खत्म हो जाता है। आधे लोगों को राशन मिलता है और आधे लोगों को नहीं मिलता है, फिर राशन दुकानदार कहता है कि बाकी को अगले माह राशन दे दूंगा, लेकिन जब बाकी लोग पिछले माह की पर्ची लेकर राशन लेने की बात करते हैं तो वह कहता है कि यह राशन में नहीं दूंगा। यह पिछले महीने का राशन था, नहीं लिया तो यह आपकी गलती, मैं नहीं दूंगा। इस प्रकार की तानाशाही दुकानदार व प्रबंधक कर रहे हैं। उसकी शिकायत को सेल्समैन से लेकर मैनेजर तक से की गई। प्रबंधक ने भी कोई ध्यान नहीं दिया। bbox=[452, 521, 584, 658]
tender-cell: निविदा फार्म वेबसाइट www.mptenders.gov.in पर प्राप्त एवं जमा किए जा सकते हैं bbox=[830, 1224, 929, 1254]
tender-cell: 06.08.2023 समय 11 बजे bbox=[764, 1224, 830, 1254]
notice-th: शाखा का नाम bbox=[890, 944, 930, 965]
story2-col2 bbox=[180, 618, 308, 850]
tender-cell: 20.07.2023 समय 11 बजे bbox=[764, 1203, 830, 1224]
story4-place: मंदसौर bbox=[659, 672, 679, 681]
story3-place: मंदसौर bbox=[659, 402, 679, 411]
story7-text-col4: जा सकती है। आज कम्प्यूटर का उपयोग विभिन्न क्षेत्रों जैसे-बैंकों, रक्षा मंत्रालय, उद्योगों, फार्मेसी, संगीत, शिक्षा, परिवहन, इंजीनियरिंग, चिकित्सा आदि में इलेक्ट्रॉनिक व्यवस्था हो जाता है। आज हम इंटरनेट और स्मार्टफोन के माध्यम से पढ़ाई, रेलवे टिकिट रिजर्वेशन आदि की जानकारी घर बैठे प्राप्त कर सकते हैं, ऑनलाइन टिकिट बुक भी कर सकते हैं। कम्प्यूटर के जरिए हम इंटरनेट पर विभिन्न प्रकार की सूचनाओं व डेटा को बहुत ही कम समय में प्राप्त कर सकते हैं। इससे सभी विद्यार्थियों को प्रायोगिक कार्य करने में सहायता मिलेगी। bbox=[446, 1276, 586, 1391]
story1-text-col7: के पास ले गए थे। इस तरह कुल 240 सिक्के थे जिसे पुलिसकर्मी आकर ले गए, जिन्हें हम घेरा से जानते हैं। घर की फूट तो जगत की लूट- यह मामला दो दिनों से पूरे जिले में चर्चित हो गया है। पुलिसकर्मियों से पूछताछ में ही बात सामने आई कि सिक्के हमें नहीं मिले। शिकायतकर्ताओं का कहना था कि सोने के सिक्के हैं, किंतु निलंबित पुलिसकर्मियों ने कहा हो जानकर रख दिए। यह सारी चीजें पुलिस की जांच में ही सामने आएगी। इस घटना से यह बताया कि परिवार की घर में ही घर का रहस्य लोगों ने बनाया था। पुलिस को सूचना दे रहे जो परिवार राजीभाली से खुदाई में मिले सिक्कों का आपस में बंटवारा कर लेते तो bbox=[668, 104, 798, 241]
story3-tel: मो.नं. 9926367881 bbox=[598, 412, 702, 424]
table-row bbox=[600, 1203, 930, 1224]
notice-body: जबकि, अधोहस्ताक्षरी ने वित्तीय परिसंपत्तियों के प्रतिभूतिकरण एवं पुनर्निर्माण तथा प्रतिभूति हित प्रवर्तन अधिनियम, 2002 के अंतर्गत आईसीआईसीआई बैंक लिमिटेड के प्राधिकृत अधिकारी के रूप में और प्रतिभूति हित (प्रवर्तन) नियमावली, 2002 के नियम 3 के साथ पठित धारा 13(12) के अधीन प्रदत्त शक्तियों का प्रयोग करते हुए नीचे वर्णित कर्जदारों को मांग सूचना जारी की थी। कर्जदार राशि का भुगतान करने में असफल रहे हैं, अतः एतद्द्वारा कर्जदार तथा सर्वसाधारण को सूचित किया जाता है कि अधोहस्ताक्षरी ने नीचे वर्णित संपत्ति का सांकेतिक कब्जा ले लिया है। bbox=[599, 893, 930, 920]
tender-cell: निविदा प्रस्तुत करने की अंतिम तिथि bbox=[623, 1275, 765, 1296]
story5-text-col1: विकास पर्व के दौरान नवीन एवं नवकरणीय ऊर्जा तथा पर्यावरण विभाग मंत्री हरदीप सिंह डंग ने सुवासरा विधानसभा क्षेत्र में 40 करोड़ 01 लाख 92 हजार के निर्माण कार्यों का लोकार्पण एवं भूमिपूजन किया। ग्राम सालरी में 1 करोड़ 22 लाख 93 हजार के निर्मित सालरी से नई आबादी सड़क मार्ग का लोकार्पण किया। ग्राम चंदवासा का खेड़ा में 2 करोड़ 90 लाख 51 हजार की लागत से निर्मित चंदवासा से चंदवासा खेड़ा सड़क मार्ग का लोकार्पण किया। ग्राम खेरखेड़ी में 2 करोड़ 74 bbox=[20, 918, 132, 1055]
